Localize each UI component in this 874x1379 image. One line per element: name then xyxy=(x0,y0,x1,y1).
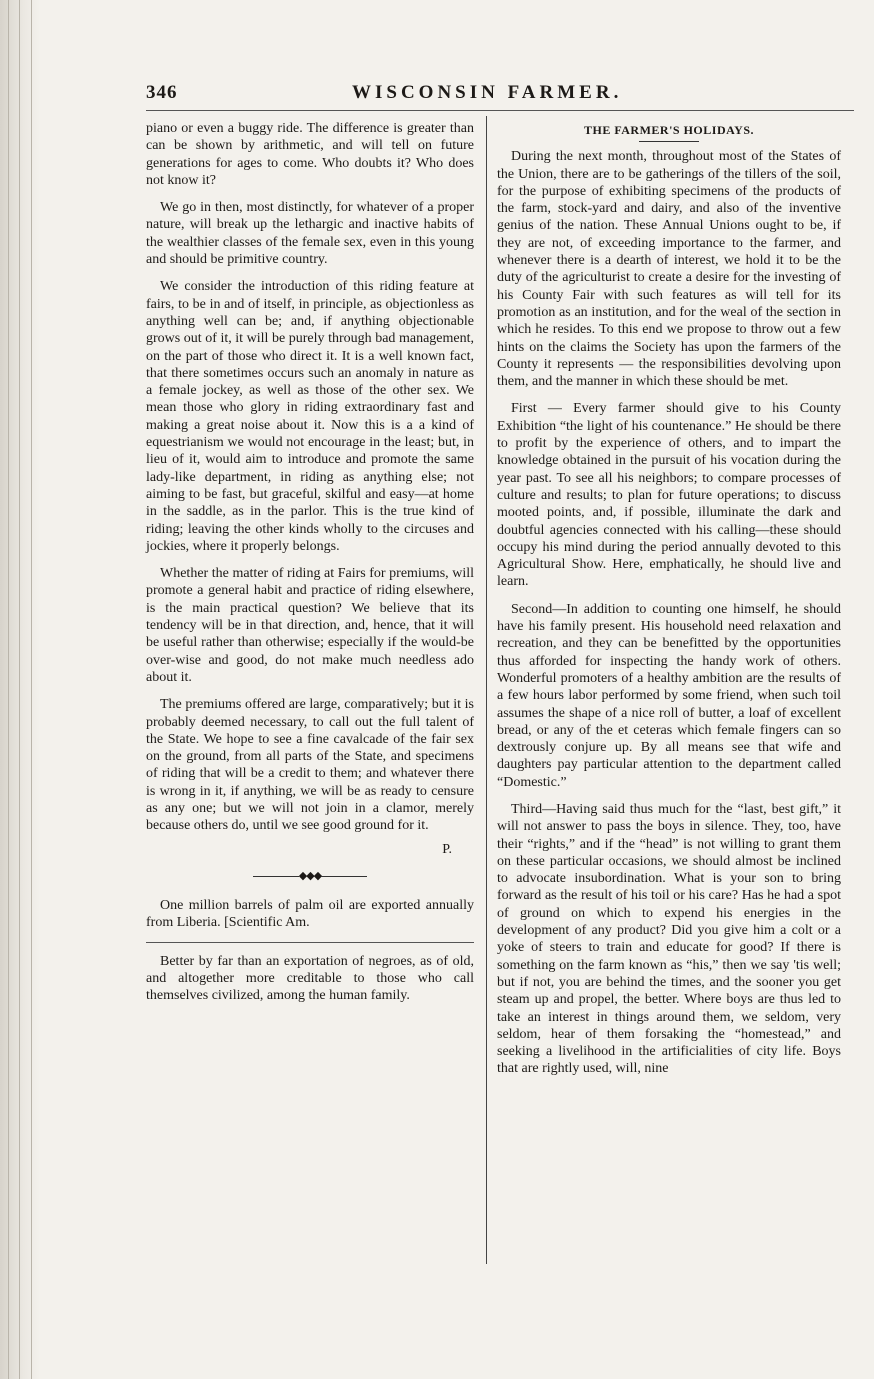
right-paragraph-second: Second—In addition to counting one himself, he should have his family present. His household need relaxation and recreation, and they can be benefitted by the opportunities thus afforded for inspecting the handy work of others. Wonderful promoters of a healthy ambition are the results of a few hours labor performed by some friend, when such toil assumes the shape of a nice roll of butter, a loaf of excellent bread, or any of the et ceteras which female fingers can so dextrously conjure up. By all means see that wife and daughters pay particular attention to the department called “Domestic.” xyxy=(497,601,841,790)
header-rule xyxy=(146,110,854,111)
left-paragraph-4: Whether the matter of riding at Fairs for premiums, will promote a general habit and practice of riding elsewhere, is the main practical question? We believe that its tendency will be in that direction, and, hence, that it will be useful rather than otherwise; especially if the would-be over-wise and good, do not make much needless ado about it. xyxy=(146,566,474,685)
running-head: WISCONSIN FARMER. xyxy=(352,82,623,103)
page-number: 346 xyxy=(146,82,178,103)
right-paragraph-first: First — Every farmer should give to his County Exhibition “the light of his countenance.” He should be there to profit by the experience of others, and to impart the knowledge obtained in the pursuit of his vocation during the year past. To see all his neighbors; to compare processes of culture and results; to plan for future operations; to discuss mooted points, and, if possible, illuminate the dark and doubtful agencies connected with his calling—these should occupy his mind during the period annually devoted to this Agricultural Show. Here, emphatically, he should live and learn. xyxy=(497,401,841,590)
column-rule xyxy=(486,116,487,1264)
right-paragraph-1: During the next month, throughout most of the States of the Union, there are to be gatherings of the tillers of the soil, for the purpose of exhibiting specimens of the products of the farm, stock-yard and dairy, and also of the inventive genius of the nation. These Annual Unions ought to be, if they are not, of exceeding importance to the farmer, and whenever there is a dearth of interest, we hold it to be the duty of the agriculturist to create a desire for the investing of his County Fair with such features as will tell for its promotion as an institution, and for the weal of the section in which he resides. To this end we propose to throw out a few hints on the claims the Society has upon the farmers of the County it represents — the responsibilities devolving upon them, and the manner in which these should be met. xyxy=(497,149,841,390)
note-divider xyxy=(146,942,474,943)
note-palm-oil: One million barrels of palm oil are exported annually from Liberia. [Scientific Am. xyxy=(146,898,474,931)
section-ornament: ◆◆◆ xyxy=(146,868,474,885)
page-binding-edge xyxy=(0,0,40,1379)
page-header xyxy=(146,82,856,108)
right-column xyxy=(497,122,841,1088)
right-paragraph-third: Third—Having said thus much for the “last, best gift,” it will not answer to pass the boys in silence. They, too, have their “rights,” and if the “head” is not willing to grant them on these particular occasions, we should almost be inclined to advocate insubordination. What is your son to bring forward as the result of his toil or his care? Has he had a spot of ground on which to expend his energies in the development of any product? Did you give him a colt or a yoke of steers to train and educate for good? If there is something on the farm known as “his,” then we say 'tis well; but if not, you are behind the times, and the sooner you get steam up and propel, the better. Where boys are thus led to take an interest in things around them, we seldom, very seldom, hear of them forsaking the “homestead,” and seeking a livelihood in the artificialities of city life. Boys that are rightly used, will, nine xyxy=(497,801,841,1077)
left-paragraph-3: We consider the introduction of this riding feature at fairs, to be in and of itself, in principle, as objectionless as anything well can be; and, if anything objectionable grows out of it, it will be purely through bad management, on the part of those who direct it. It is a well known fact, that there sometimes occurs such an anomaly in nature as a female jockey, as well as those of the other sex. We mean those who glory in riding extraordinary fast and making a great noise about it. Now this is a a kind of equestrianism we would not encourage in the least; but, in lieu of it, would aim to introduce and promote the same lady-like department, in riding as anything else; not aiming to be fast, but graceful, skilful and easy—at home in the saddle, as in the parlor. This is the true kind of riding; leaving the other kinds wholly to the circuses and jockies, where it properly belongs. xyxy=(146,279,474,554)
signature: P. xyxy=(442,841,452,857)
title-rule xyxy=(639,141,699,142)
left-paragraph-5: The premiums offered are large, comparatively; but it is probably deemed necessary, to call out the full talent of the State. We hope to see a fine cavalcade of the fair sex on the ground, from all parts of the State, and specimens of riding that will be a credit to them; and whatever there is wrong in it, if anything, we will be as ready to censure as any one; but we will not join in a clamor, merely because others do, until we see good ground for it. xyxy=(146,697,474,834)
left-paragraph-1: piano or even a buggy ride. The difference is greater than can be shown by arithmetic, and will tell on future generations for ages to come. Who doubts it? Who does not know it? xyxy=(146,121,474,188)
note-commentary: Better by far than an exportation of negroes, as of old, and altogether more creditable to those who call themselves civilized, among the human family. xyxy=(146,953,474,1004)
left-column xyxy=(146,120,474,1015)
article-title: THE FARMER'S HOLIDAYS. xyxy=(583,123,755,137)
left-paragraph-2: We go in then, most distinctly, for whatever of a proper nature, will break up the lethargic and inactive habits of the wealthier classes of the female sex, even in this young and should be primitive country. xyxy=(146,200,474,268)
